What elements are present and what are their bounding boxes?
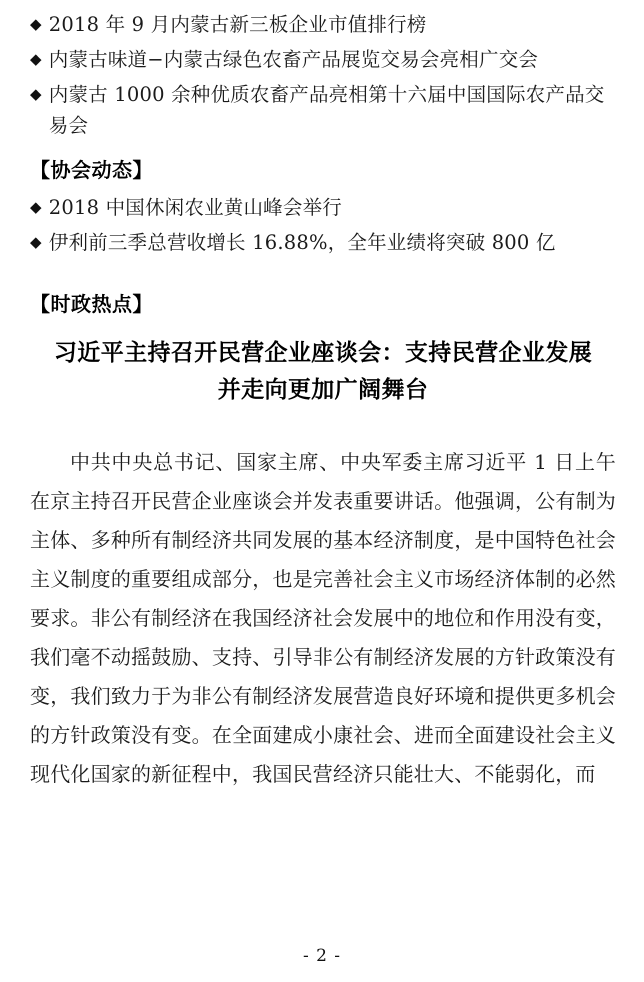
list-item-text: 2018 中国休闲农业黄山峰会举行 bbox=[48, 195, 342, 219]
list-item bbox=[30, 193, 616, 223]
page-number: - 2 - bbox=[302, 946, 342, 966]
diamond-bullet-icon: ◆ bbox=[30, 85, 42, 104]
diamond-bullet-icon: ◆ bbox=[30, 197, 42, 216]
diamond-bullet-icon: ◆ bbox=[30, 15, 42, 33]
article-title-line-2: 并走向更加广阔舞台 bbox=[217, 377, 429, 404]
list-item bbox=[30, 45, 616, 75]
list-item bbox=[30, 10, 616, 40]
article-title bbox=[30, 335, 616, 409]
list-item-text: 内蒙古味道−内蒙古绿色农畜产品展览交易会亮相广交会 bbox=[48, 48, 539, 72]
list-item-text: 伊利前三季总营收增长 16.88%，全年业绩将突破 800 亿 bbox=[48, 231, 556, 255]
article-title-line-1: 习近平主持召开民营企业座谈会：支持民营企业发展 bbox=[53, 340, 593, 367]
list-item bbox=[30, 80, 616, 140]
section-heading-politics: 【时政热点】 bbox=[30, 292, 153, 317]
list-item bbox=[30, 228, 616, 258]
diamond-bullet-icon: ◆ bbox=[30, 50, 42, 69]
section-heading-association: 【协会动态】 bbox=[30, 157, 153, 182]
list-item-text: 2018 年 9 月内蒙古新三板企业市值排行榜 bbox=[48, 13, 427, 36]
association-bullet-list bbox=[30, 193, 616, 258]
article-body-paragraph: 中共中央总书记、国家主席、中央军委主席习近平 1 日上午在京主持召开民营企业座谈会并发表重要讲话。他强调，公有制为主体、多种所有制经济共同发展的基本经济制度，是中国特色社会主义制度的重要组成部分，也是完善社会主义市场经济体制的必然要求。非公有制经济在我国经济社会发展中的地位和作用没有变，我们毫不动摇鼓励、支持、引导非公有制经济发展的方针政策没有变，我们致力于为非公有制经济发展营造良好环境和提供更多机会的方针政策没有变。在全面建成小康社会、进而全面建设社会主义现代化国家的新征程中，我国民营经济只能壮大、不能弱化，而 bbox=[30, 449, 616, 786]
diamond-bullet-icon: ◆ bbox=[30, 233, 42, 252]
list-item-text: 内蒙古 1000 余种优质农畜产品亮相第十六届中国国际农产品交易会 bbox=[48, 83, 605, 137]
top-bullet-list bbox=[30, 10, 616, 141]
